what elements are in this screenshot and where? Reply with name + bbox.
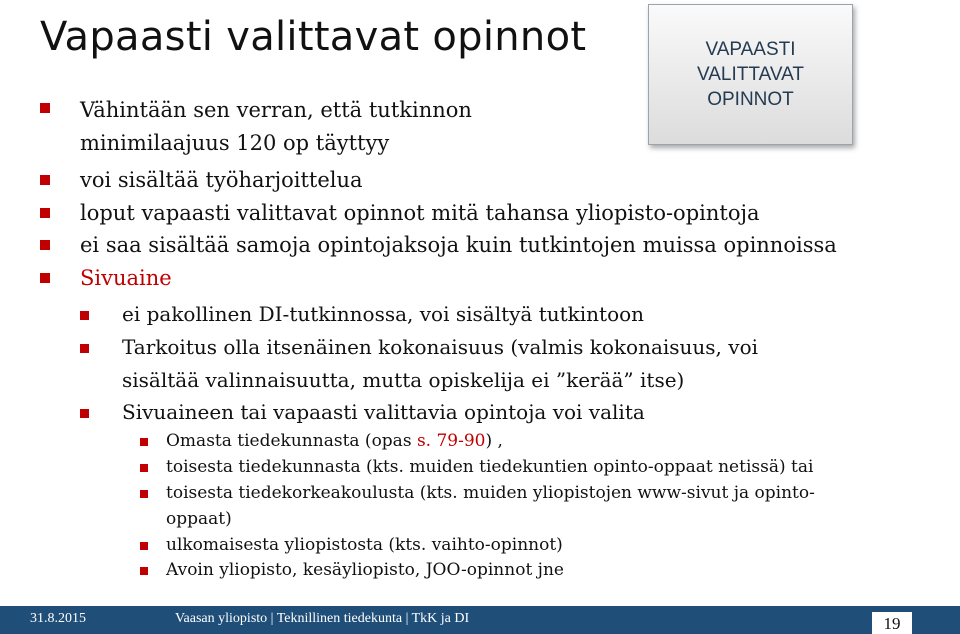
slide-footer xyxy=(0,606,960,634)
sub-bullet-text: sisältää valinnaisuutta, mutta opiskelija ei ”kerää” itse) xyxy=(122,368,685,392)
sub-sub-bullet-text: ulkomaisesta yliopistosta (kts. vaihto-opinnot) xyxy=(166,535,563,555)
bullet-text: voi sisältää työharjoittelua xyxy=(80,168,363,192)
square-bullet-icon xyxy=(80,311,89,320)
badge-line: VAPAASTI xyxy=(705,39,796,60)
sub-bullet-text: ei pakollinen DI-tutkinnossa, voi sisältyä tutkintoon xyxy=(122,302,645,326)
bullet-text: Vähintään sen verran, että tutkinnon xyxy=(80,98,472,122)
square-bullet-icon xyxy=(40,103,50,113)
bullet-text: loput vapaasti valittavat opinnot mitä tahansa yliopisto-opintoja xyxy=(80,201,760,225)
badge-line: OPINNOT xyxy=(707,89,794,110)
square-bullet-icon xyxy=(80,409,89,418)
bullet-text: minimilaajuus 120 op täyttyy xyxy=(80,131,390,155)
square-bullet-icon xyxy=(40,175,50,185)
sub-sub-bullet-text: toisesta tiedekorkeakoulusta (kts. muiden yliopistojen www-sivut ja opinto- xyxy=(166,483,815,503)
square-bullet-icon xyxy=(40,240,50,250)
square-bullet-icon xyxy=(140,542,148,550)
bullet-text-part: Omasta tiedekunnasta (opas xyxy=(166,431,417,451)
sub-bullet-text: Tarkoitus olla itsenäinen kokonaisuus (valmis kokonaisuus, voi xyxy=(122,335,759,359)
page-reference-link: s. 79-90 xyxy=(416,431,486,451)
square-bullet-icon xyxy=(140,438,148,446)
bullet-text-part: ) , xyxy=(485,431,503,451)
sub-sub-bullet-text: Avoin yliopisto, kesäyliopisto, JOO-opinnot jne xyxy=(166,560,564,580)
square-bullet-icon xyxy=(140,567,148,575)
footer-text: Vaasan yliopisto | Teknillinen tiedekunta | TkK ja DI xyxy=(175,611,470,626)
square-bullet-icon xyxy=(80,344,89,353)
page-number: 19 xyxy=(872,612,912,634)
bullet-text: ei saa sisältää samoja opintojaksoja kuin tutkintojen muissa opinnoissa xyxy=(80,233,837,257)
square-bullet-icon xyxy=(140,464,148,472)
square-bullet-icon xyxy=(40,273,50,283)
sub-sub-bullet-text xyxy=(166,431,503,451)
square-bullet-icon xyxy=(40,208,50,218)
sub-sub-bullet-text: oppaat) xyxy=(166,509,232,529)
square-bullet-icon xyxy=(140,490,148,498)
footer-date: 31.8.2015 xyxy=(30,611,86,626)
badge-line: VALITTAVAT xyxy=(697,64,804,85)
sub-sub-bullet-text: toisesta tiedekunnasta (kts. muiden tiedekuntien opinto-oppaat netissä) tai xyxy=(166,457,814,477)
sub-bullet-text: Sivuaineen tai vapaasti valittavia opintoja voi valita xyxy=(122,400,645,424)
slide-title: Vapaasti valittavat opinnot xyxy=(40,14,587,60)
bullet-text-sivuaine: Sivuaine xyxy=(80,266,172,290)
